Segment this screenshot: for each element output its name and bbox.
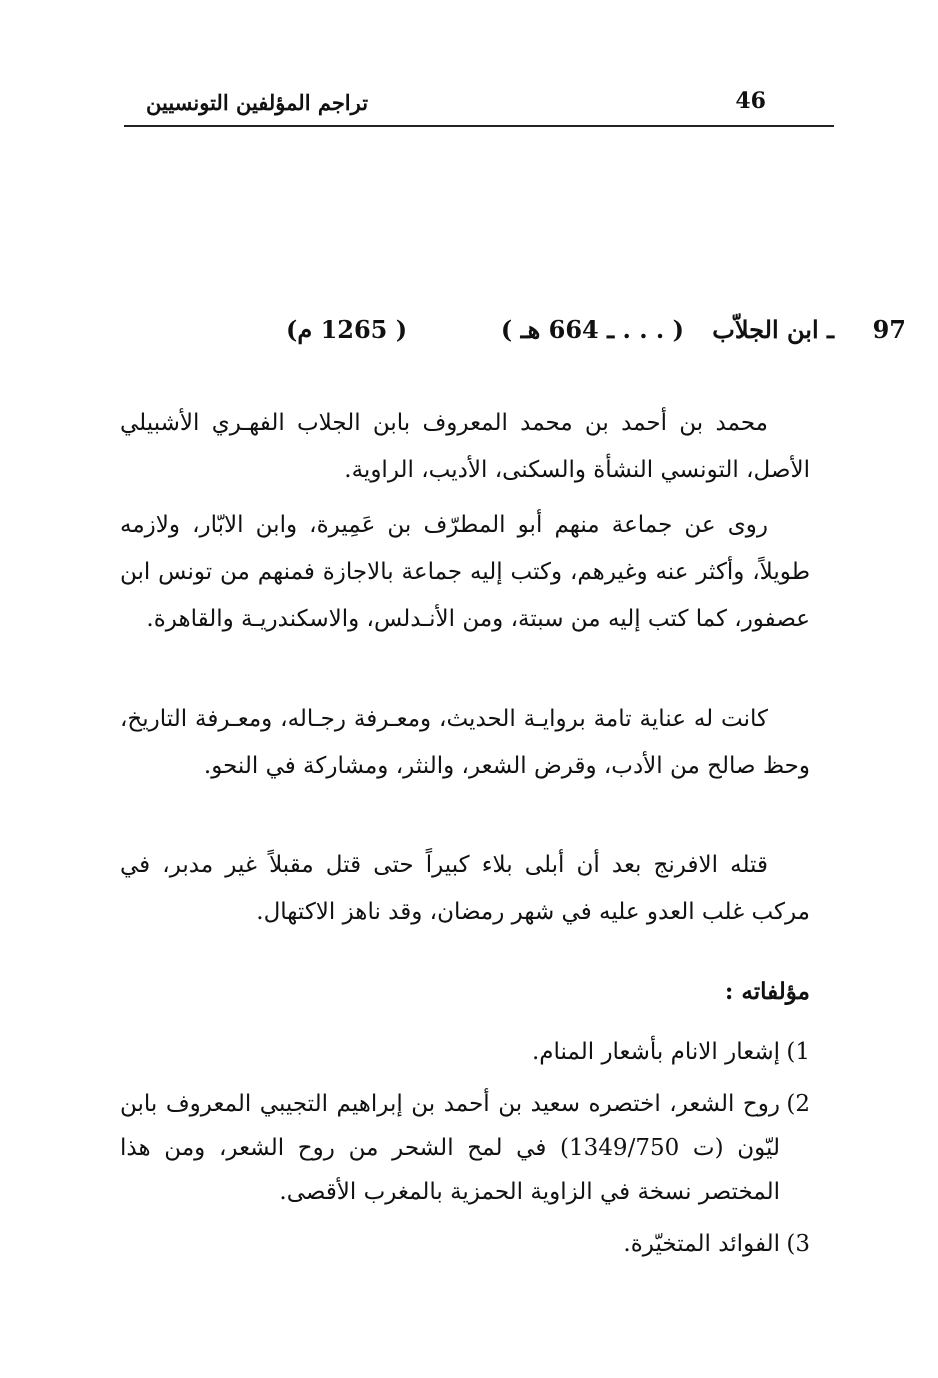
work-number: 1) <box>786 1039 810 1065</box>
works-heading: مؤلفاته : <box>724 978 810 1005</box>
entry-dates-hijri: ( . . . ـ 664 هـ ) <box>500 315 684 344</box>
work-item <box>120 1082 810 1214</box>
running-header <box>120 86 820 122</box>
work-title: إشعار الانام بأشعار المنام. <box>531 1039 780 1065</box>
work-item <box>120 1030 810 1074</box>
paragraph-identity <box>120 400 810 494</box>
header-rule <box>124 125 834 127</box>
page-number: 46 <box>735 88 766 114</box>
paragraph-text: محمد بن أحمد بن محمد المعروف بابن الجلاب الفهـري الأشبيلي الأصل، التونسي النشأة والسكنى، الأديب، الراوية. <box>120 410 810 483</box>
paragraph-death <box>120 842 810 936</box>
work-item <box>120 1222 810 1266</box>
paragraph-text: قتله الافرنج بعد أن أبلى بلاء كبيراً حتى قتل مقبلاً غير مدبر، في مركب غلب العدو عليه في شهر رمضان، وقد ناهز الاكتهال. <box>120 852 810 925</box>
entry-name: ـ ابن الجلاّب <box>712 315 834 344</box>
work-number: 2) <box>786 1091 810 1117</box>
paragraph-scholarship <box>120 696 810 790</box>
work-title: روح الشعر، اختصره سعيد بن أحمد بن إبراهيم التجيبي المعروف بابن ليّون (ت 1349/750) في لمح الشحر من روح الشعر، ومن هذا المختصر نسخة في الزاوية الحمزية بالمغرب الأقصى. <box>120 1091 780 1205</box>
entry-dates-ad: ( 1265 م) <box>286 315 408 344</box>
paragraph-teachers <box>120 502 810 643</box>
entry-heading <box>274 315 906 355</box>
works-list <box>120 1030 810 1274</box>
work-number: 3) <box>786 1231 810 1257</box>
work-title: الفوائد المتخيّرة. <box>623 1231 780 1257</box>
paragraph-text: روى عن جماعة منهم أبو المطرّف بن عَمِيرة، وابن الابّار، ولازمه طويلاً، وأكثر عنه وغيرهم، وكتب إليه جماعة بالاجازة فمنهم من تونس ابن عصفور، كما كتب إليه من سبتة، ومن الأنـدلس، والاسكندريـة والقاهرة. <box>120 512 810 632</box>
entry-number: 97 <box>872 315 906 344</box>
running-title: تراجم المؤلفين التونسيين <box>146 90 369 115</box>
paragraph-text: كانت له عناية تامة بروايـة الحديث، ومعـرفة رجـاله، ومعـرفة التاريخ، وحظ صالح من الأدب، وقرض الشعر، والنثر، ومشاركة في النحو. <box>120 706 810 779</box>
